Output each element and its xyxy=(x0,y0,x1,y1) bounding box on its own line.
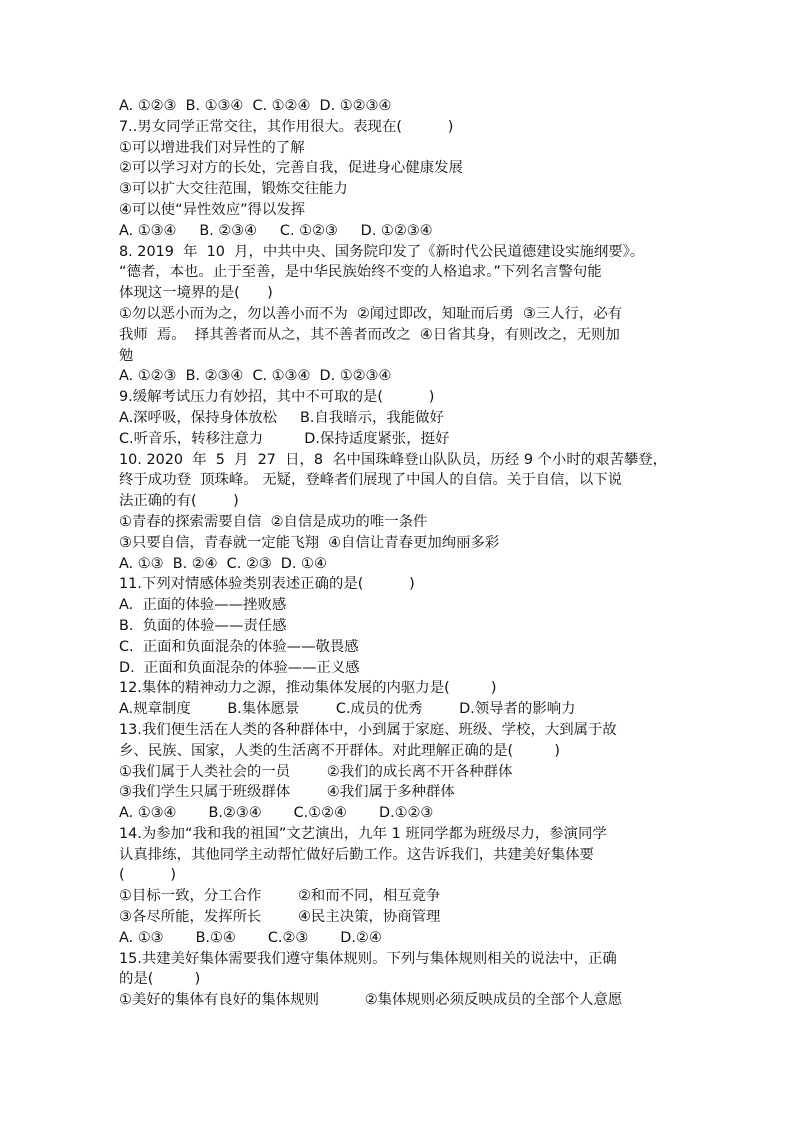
text-line: ①目标一致，分工合作 ②和而不同，相互竞争 xyxy=(119,888,441,905)
text-line: 8. 2019 年 10 月，中共中央、国务院印发了《新时代公民道德建设实施纲要》。 xyxy=(119,243,645,260)
text-line: 乡、民族、国家，人类的生活离不开群体。对此理解正确的是( ) xyxy=(119,742,560,759)
text-line: ①我们属于人类社会的一员 ②我们的成长离不开各种群体 xyxy=(119,763,513,780)
text-line: C.听音乐，转移注意力 D.保持适度紧张，挺好 xyxy=(119,430,450,447)
text-line: 我师 焉。 择其善者而从之，其不善者而改之 ④日省其身，有则改之，无则加 xyxy=(119,326,620,343)
text-line: 7..男女同学正常交往，其作用很大。表现在( ) xyxy=(119,118,454,135)
text-line: A. ①③④ B.②③④ C.①②④ D.①②③ xyxy=(119,805,434,822)
text-line: A. ①③ B. ②④ C. ②③ D. ①④ xyxy=(119,555,327,572)
text-line: ①美好的集体有良好的集体规则 ②集体规则必须反映成员的全部个人意愿 xyxy=(119,992,623,1009)
text-line: ( ) xyxy=(119,867,176,884)
text-line: A. 正面的体验——挫败感 xyxy=(119,597,287,614)
exam-text-body xyxy=(119,96,679,1011)
text-line: ①可以增进我们对异性的了解 xyxy=(119,139,305,156)
text-line: ③只要自信，青春就一定能飞翔 ④自信让青春更加绚丽多彩 xyxy=(119,534,500,551)
text-line: ①青春的探索需要自信 ②自信是成功的唯一条件 xyxy=(119,513,428,530)
text-line: “德者，本也。止于至善，是中华民族始终不变的人格追求。”下列名言警句能 xyxy=(119,264,602,281)
text-line: 体现这一境界的是( ) xyxy=(119,285,273,302)
text-line: ①勿以恶小而为之，勿以善小而不为 ②闻过即改，知耻而后勇 ③三人行，必有 xyxy=(119,305,623,322)
text-line: 勉 xyxy=(119,347,134,364)
text-line: A. ①③ B.①④ C.②③ D.②④ xyxy=(119,929,382,946)
text-line: ②可以学习对方的长处，完善自我，促进身心健康发展 xyxy=(119,160,463,177)
text-line: A. ①③④ B. ②③④ C. ①②③ D. ①②③④ xyxy=(119,222,433,239)
text-line: 10. 2020 年 5 月 27 日，8 名中国珠峰登山队队员，历经 9 个小时的艰苦攀登， xyxy=(119,451,668,468)
text-line: 13.我们便生活在人类的各种群体中，小到属于家庭、班级、学校，大到属于故 xyxy=(119,721,617,738)
text-line: A. ①②③ B. ②③④ C. ①③④ D. ①②③④ xyxy=(119,368,392,385)
text-line: ③可以扩大交往范围，锻炼交往能力 xyxy=(119,181,348,198)
text-line: A.规章制度 B.集体愿景 C.成员的优秀 D.领导者的影响力 xyxy=(119,701,576,718)
text-line: A.深呼吸，保持身体放松 B.自我暗示，我能做好 xyxy=(119,409,444,426)
text-line: A. ①②③ B. ①③④ C. ①②④ D. ①②③④ xyxy=(119,98,392,114)
text-line: 11.下列对情感体验类别表述正确的是( ) xyxy=(119,576,415,593)
text-line: ③我们学生只属于班级群体 ④我们属于多种群体 xyxy=(119,784,455,801)
text-line: C. 正面和负面混杂的体验——敬畏感 xyxy=(119,638,359,655)
text-line: 法正确的有( ) xyxy=(119,493,239,510)
text-line: 9.缓解考试压力有妙招，其中不可取的是( ) xyxy=(119,389,435,406)
text-line: B. 负面的体验——责任感 xyxy=(119,617,287,634)
text-line: D. 正面和负面混杂的体验——正义感 xyxy=(119,659,360,676)
text-line: 终于成功登 顶珠峰。 无疑，登峰者们展现了中国人的自信。关于自信，以下说 xyxy=(119,472,623,489)
text-line: ④可以使“异性效应”得以发挥 xyxy=(119,201,306,218)
text-line: ③各尽所能，发挥所长 ④民主决策，协商管理 xyxy=(119,909,441,926)
text-line: 14.为参加“我和我的祖国”文艺演出，九年 1 班同学都为班级尽力，参演同学 xyxy=(119,825,607,842)
text-line: 12.集体的精神动力之源，推动集体发展的内驱力是( ) xyxy=(119,680,497,697)
text-line: 认真排练，其他同学主动帮忙做好后勤工作。这告诉我们，共建美好集体要 xyxy=(119,846,594,863)
text-line: 15.共建美好集体需要我们遵守集体规则。下列与集体规则相关的说法中，正确 xyxy=(119,950,617,967)
text-line: 的是( ) xyxy=(119,971,201,988)
